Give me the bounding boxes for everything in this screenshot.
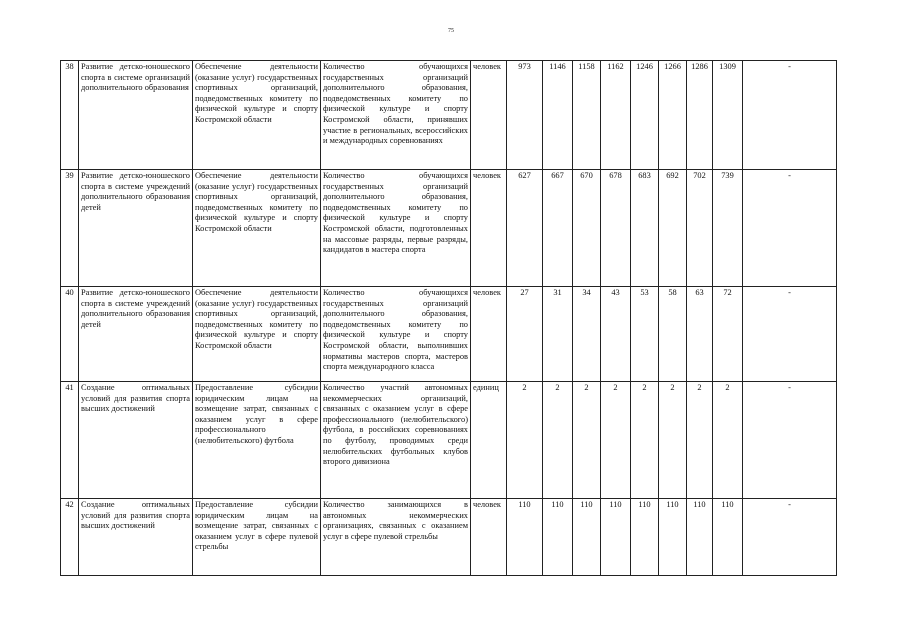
task-cell: Развитие детско-юношеского спорта в системе учреждений дополнительного образования детей <box>79 170 193 287</box>
indicators-table <box>60 60 837 576</box>
value-cell: 2 <box>543 382 573 499</box>
value-cell: 110 <box>631 499 659 576</box>
value-cell: 110 <box>659 499 687 576</box>
note-cell: - <box>743 499 837 576</box>
note-cell: - <box>743 170 837 287</box>
value-cell: 110 <box>573 499 601 576</box>
unit-cell: единиц <box>471 382 507 499</box>
value-cell: 670 <box>573 170 601 287</box>
value-cell: 1286 <box>687 61 713 170</box>
indicator-cell: Количество участий автономных некоммерческих организаций, связанных с оказанием услуг в сфере профессионального (нелюбительского) футбола, в российских соревнованиях по футболу, проводимых среди нелюбительских футбольных клубов второго дивизиона <box>321 382 471 499</box>
row-number: 41 <box>61 382 79 499</box>
value-cell: 110 <box>713 499 743 576</box>
value-cell: 27 <box>507 287 543 382</box>
table-row <box>61 170 837 287</box>
value-cell: 1266 <box>659 61 687 170</box>
value-cell: 739 <box>713 170 743 287</box>
unit-cell: человек <box>471 170 507 287</box>
value-cell: 627 <box>507 170 543 287</box>
value-cell: 2 <box>631 382 659 499</box>
indicator-cell: Количество обучающихся государственных организаций дополнительного образования, подведомственных комитету по физической культуре и спорту Костромской области, подготовленных на массовые разряды, первые разряды, кандидатов в мастера спорта <box>321 170 471 287</box>
value-cell: 678 <box>601 170 631 287</box>
activity-cell: Предоставление субсидии юридическим лицам на возмещение затрат, связанных с оказанием услуг в сфере пулевой стрельбы <box>193 499 321 576</box>
value-cell: 63 <box>687 287 713 382</box>
value-cell: 110 <box>507 499 543 576</box>
indicator-cell: Количество занимающихся в автономных некоммерческих организациях, связанных с оказанием услуг в сфере пулевой стрельбы <box>321 499 471 576</box>
task-cell: Развитие детско-юношеского спорта в системе учреждений дополнительного образования детей <box>79 287 193 382</box>
activity-cell: Предоставление субсидии юридическим лицам на возмещение затрат, связанных с оказанием услуг в сфере профессионального (нелюбительского) футбола <box>193 382 321 499</box>
activity-cell: Обеспечение деятельности (оказание услуг) государственных спортивных организаций, подведомственных комитету по физической культуре и спорту Костромской области <box>193 170 321 287</box>
table-row <box>61 287 837 382</box>
value-cell: 702 <box>687 170 713 287</box>
row-number: 42 <box>61 499 79 576</box>
value-cell: 1309 <box>713 61 743 170</box>
task-cell: Создание оптимальных условий для развития спорта высших достижений <box>79 382 193 499</box>
unit-cell: человек <box>471 287 507 382</box>
task-cell: Развитие детско-юношеского спорта в системе организаций дополнительного образования <box>79 61 193 170</box>
value-cell: 667 <box>543 170 573 287</box>
unit-cell: человек <box>471 61 507 170</box>
value-cell: 2 <box>507 382 543 499</box>
value-cell: 34 <box>573 287 601 382</box>
value-cell: 53 <box>631 287 659 382</box>
unit-cell: человек <box>471 499 507 576</box>
row-number: 39 <box>61 170 79 287</box>
note-cell: - <box>743 61 837 170</box>
activity-cell: Обеспечение деятельности (оказание услуг) государственных спортивных организаций, подведомственных комитету по физической культуре и спорту Костромской области <box>193 61 321 170</box>
value-cell: 1246 <box>631 61 659 170</box>
table-row <box>61 499 837 576</box>
value-cell: 973 <box>507 61 543 170</box>
value-cell: 110 <box>687 499 713 576</box>
indicator-cell: Количество обучающихся государственных организаций дополнительного образования, подведомственных комитету по физической культуре и спорту Костромской области, выполнивших нормативы мастеров спорта, мастеров спорта международного класса <box>321 287 471 382</box>
table-row <box>61 61 837 170</box>
page-number: 75 <box>448 28 454 34</box>
note-cell: - <box>743 287 837 382</box>
value-cell: 2 <box>659 382 687 499</box>
value-cell: 2 <box>573 382 601 499</box>
row-number: 40 <box>61 287 79 382</box>
value-cell: 31 <box>543 287 573 382</box>
table-row <box>61 382 837 499</box>
value-cell: 1158 <box>573 61 601 170</box>
value-cell: 43 <box>601 287 631 382</box>
value-cell: 2 <box>713 382 743 499</box>
value-cell: 1162 <box>601 61 631 170</box>
value-cell: 72 <box>713 287 743 382</box>
value-cell: 683 <box>631 170 659 287</box>
row-number: 38 <box>61 61 79 170</box>
value-cell: 692 <box>659 170 687 287</box>
value-cell: 110 <box>601 499 631 576</box>
note-cell: - <box>743 382 837 499</box>
value-cell: 110 <box>543 499 573 576</box>
activity-cell: Обеспечение деятельности (оказание услуг) государственных спортивных организаций, подведомственных комитету по физической культуре и спорту Костромской области <box>193 287 321 382</box>
value-cell: 2 <box>687 382 713 499</box>
task-cell: Создание оптимальных условий для развития спорта высших достижений <box>79 499 193 576</box>
indicator-cell: Количество обучающихся государственных организаций дополнительного образования, подведомственных комитету по физической культуре и спорту Костромской области, принявших участие в региональных, всероссийских и международных соревнованиях <box>321 61 471 170</box>
value-cell: 58 <box>659 287 687 382</box>
value-cell: 1146 <box>543 61 573 170</box>
value-cell: 2 <box>601 382 631 499</box>
